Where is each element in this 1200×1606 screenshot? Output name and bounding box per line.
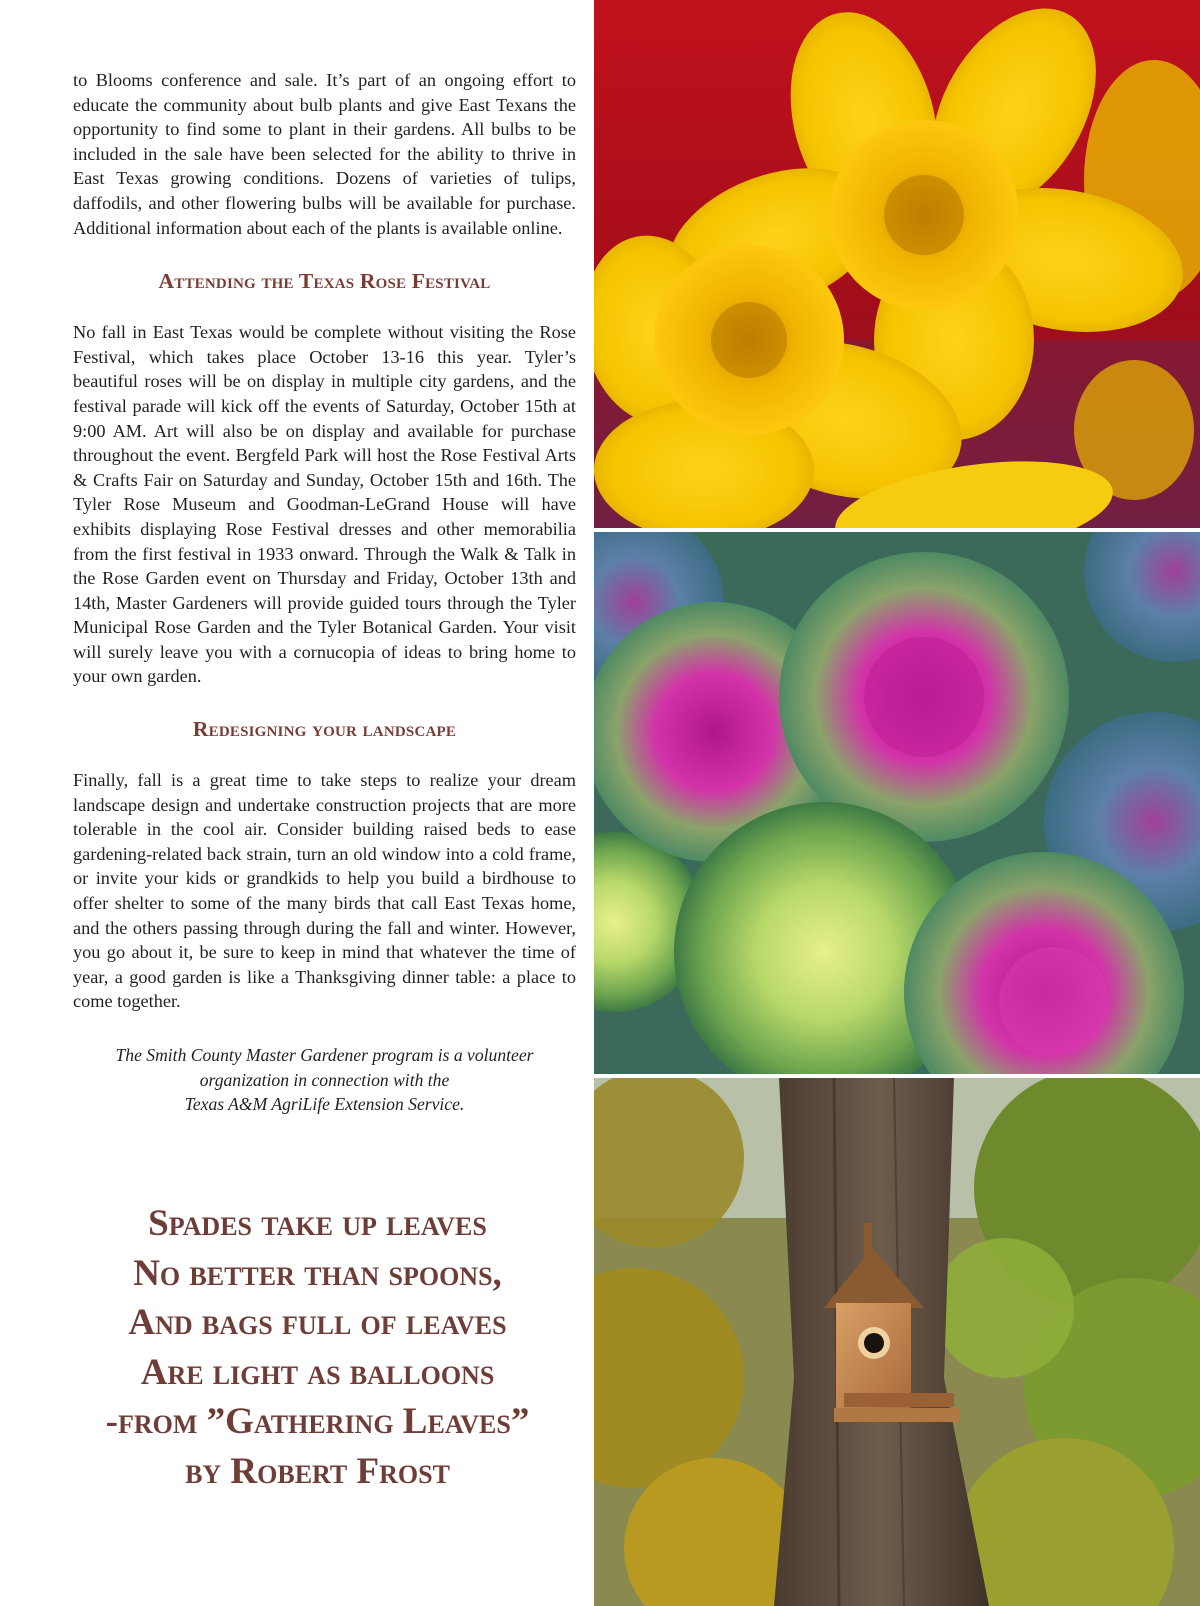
landscape-heading: Redesigning your landscape	[192, 717, 457, 742]
credit-line-2: organization in connection with the	[199, 1069, 450, 1090]
quote-line-5: -from ”Gathering Leaves”	[105, 1401, 530, 1442]
credit-line-3: Texas A&M AgriLife Extension Service.	[184, 1094, 465, 1115]
quote-line-4: Are light as balloons	[140, 1351, 495, 1393]
quote-attribution: by Robert Frost	[185, 1450, 450, 1492]
quote-line-2: No better than spoons,	[133, 1252, 502, 1294]
landscape-paragraph: Finally, fall is a great time to take steps to realize your dream landscape design and undertake construction projects that are more tolerable in the cool air. Consider building raised beds to ease gardening-related back strain, turn an old window into a cold frame, or invite your kids or grandkids to help you build a birdhouse to offer shelter to some of the many birds that call East Texas home, and the others passing through during the fall and winter. However, you go about it, be sure to keep in mind that whatever the time of year, a good garden is like a Thanksgiving dinner table: a place to come together.	[73, 770, 576, 1012]
intro-paragraph: to Blooms conference and sale. It’s part of an ongoing effort to educate the community about bulb plants and give East Texans the opportunity to find some to plant in their gardens. All bulbs to be included in the sale have been selected for the ability to thrive in East Texas growing conditions. Dozens of varieties of tulips, daffodils, and other flowering bulbs will be available for purchase. Additional information about each of the plants is available online.	[73, 70, 576, 238]
birdhouse-photo	[594, 1078, 1200, 1606]
daffodils-photo	[594, 0, 1200, 528]
frost-quote	[60, 1199, 575, 1496]
article-column	[73, 68, 576, 1117]
program-credit	[73, 1043, 576, 1117]
ornamental-cabbage-photo	[594, 532, 1200, 1074]
quote-line-3: And bags full of leaves	[128, 1302, 507, 1343]
quote-line-1: Spades take up leaves	[148, 1203, 487, 1244]
credit-line-1: The Smith County Master Gardener program is a volunteer	[115, 1045, 534, 1065]
rose-festival-paragraph: No fall in East Texas would be complete without visiting the Rose Festival, which takes place October 13-16 this year. Tyler’s beautiful roses will be on display in multiple city gardens, and the festival parade will kick off the events of Saturday, October 15th at 9:00 AM. Art will also be on display and available for purchase throughout the event. Bergfeld Park will host the Rose Festival Arts & Crafts Fair on Saturday and Sunday, October 15th and 16th. The Tyler Rose Museum and Goodman-LeGrand House will have exhibits displaying Rose Festival dresses and other memorabilia from the first festival in 1933 onward. Through the Walk & Talk in the Rose Garden event on Thursday and Friday, October 13th and 14th, Master Gardeners will provide guided tours through the Tyler Municipal Rose Garden and the Tyler Botanical Garden. Your visit will surely leave you with a cornucopia of ideas to bring home to your own garden.	[73, 322, 576, 687]
rose-festival-heading: Attending the Texas Rose Festival	[158, 269, 491, 294]
